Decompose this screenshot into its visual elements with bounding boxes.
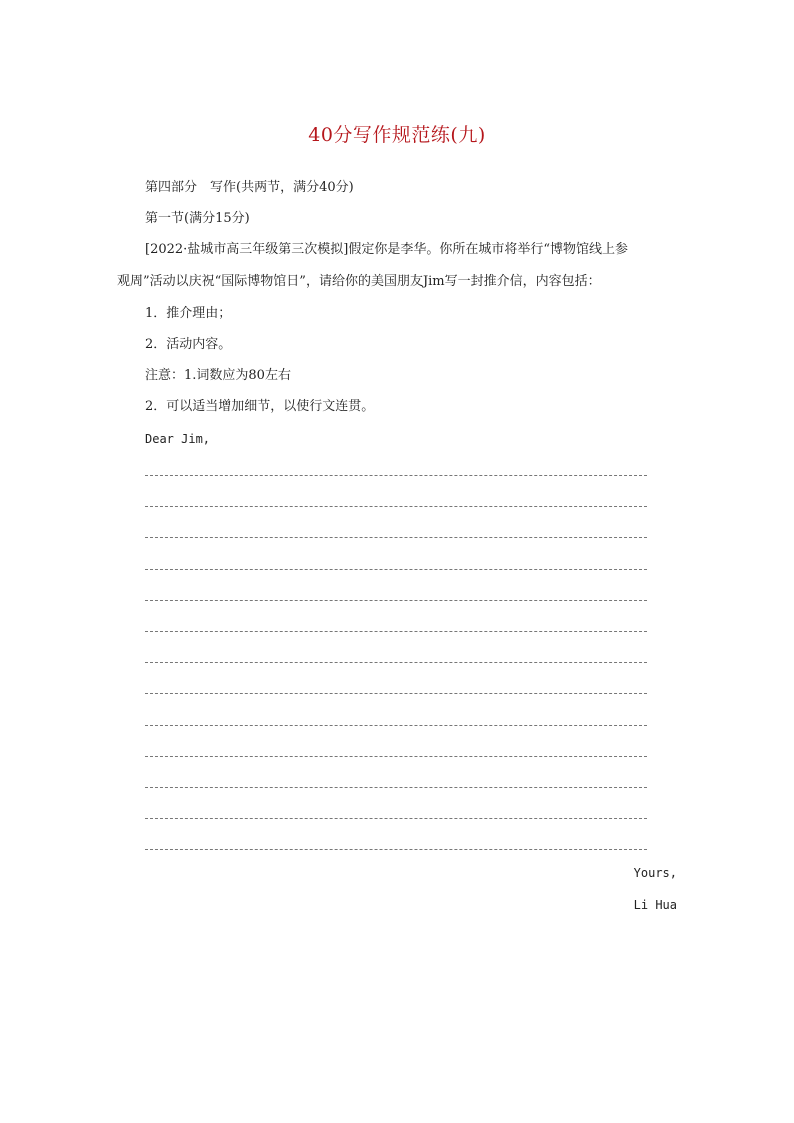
writing-line [145,818,647,819]
note-2: 2．可以适当增加细节，以使行文连贯。 [145,399,375,414]
letter-salutation: Dear Jim, [145,432,211,446]
note-1: 注意：1.词数应为80左右 [145,368,291,383]
writing-line [145,537,647,538]
writing-line [145,849,647,850]
writing-line [145,475,647,476]
subsection-header: 第一节(满分15分) [145,211,250,226]
section-header: 第四部分 写作(共两节，满分40分) [145,180,354,195]
writing-line [145,600,647,601]
writing-line [145,631,647,632]
writing-line [145,725,647,726]
page-title: 40分写作规范练(九) [308,124,486,146]
writing-line [145,662,647,663]
writing-line [145,569,647,570]
writing-line [145,693,647,694]
requirement-2: 2．活动内容。 [145,337,232,352]
writing-line [145,787,647,788]
writing-line [145,756,647,757]
prompt-line-1: [2022·盐城市高三年级第三次模拟]假定你是李华。你所在城市将举行“博物馆线上参 [145,242,629,257]
requirement-1: 1．推介理由； [145,306,232,321]
writing-line [145,506,647,507]
letter-closing: Yours, [633,866,677,880]
prompt-line-2: 观周”活动以庆祝“国际博物馆日”，请给你的美国朋友Jim写一封推介信，内容包括： [117,274,601,289]
letter-signature: Li Hua [633,898,677,912]
